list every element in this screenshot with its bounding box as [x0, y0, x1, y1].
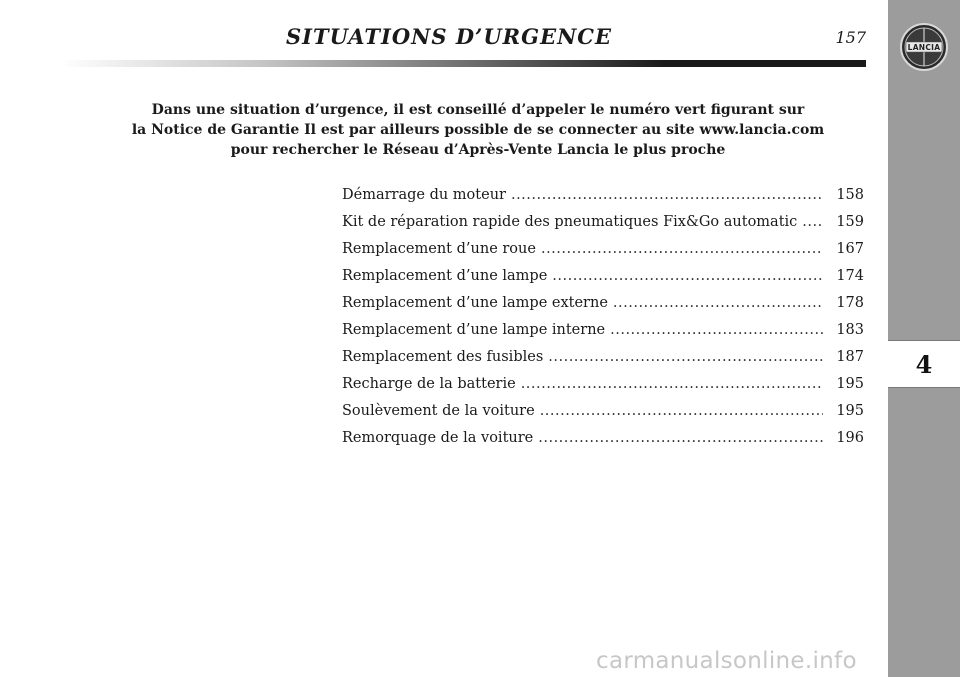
toc-entry-page: 174 — [836, 268, 864, 284]
toc-entry[interactable] — [342, 349, 864, 376]
toc-leader-dots — [541, 241, 823, 257]
toc-leader-dots — [511, 187, 823, 203]
toc-entry[interactable] — [342, 268, 864, 295]
toc-entry-label: Kit de réparation rapide des pneumatiques Fix&Go automatic — [342, 214, 798, 230]
toc-entry-label: Remplacement d’une lampe externe — [342, 295, 608, 311]
toc-entry-page: 195 — [836, 376, 864, 392]
toc-entry[interactable] — [342, 376, 864, 403]
toc-entry-page: 167 — [836, 241, 864, 257]
toc-entry-label: Recharge de la batterie — [342, 376, 516, 392]
lancia-logo-icon — [899, 22, 949, 72]
toc-entry-page: 196 — [836, 430, 864, 446]
chapter-tab[interactable] — [888, 340, 960, 388]
toc-entry-label: Remorquage de la voiture — [342, 430, 534, 446]
toc-entry-label: Soulèvement de la voiture — [342, 403, 535, 419]
page-number: 157 — [835, 28, 866, 47]
watermark: carmanualsonline.info — [596, 648, 857, 674]
intro-line: Dans une situation d’urgence, il est conseillé d’appeler le numéro vert figurant sur — [151, 102, 805, 118]
toc-entry-page: 183 — [836, 322, 864, 338]
toc-entry-page: 159 — [836, 214, 864, 230]
toc-entry[interactable] — [342, 403, 864, 430]
toc-leader-dots — [538, 430, 823, 446]
table-of-contents — [342, 187, 864, 457]
header-rule — [60, 60, 866, 67]
toc-entry[interactable] — [342, 187, 864, 214]
toc-entry-label: Remplacement des fusibles — [342, 349, 544, 365]
chapter-sidebar — [888, 0, 960, 677]
toc-leader-dots — [552, 268, 823, 284]
toc-entry[interactable] — [342, 430, 864, 457]
toc-entry-label: Remplacement d’une roue — [342, 241, 536, 257]
toc-leader-dots — [521, 376, 823, 392]
intro-line: pour rechercher le Réseau d’Après-Vente Lancia le plus proche — [230, 142, 726, 158]
toc-entry-page: 195 — [836, 403, 864, 419]
toc-entry-label: Remplacement d’une lampe — [342, 268, 548, 284]
toc-entry-label: Démarrage du moteur — [342, 187, 506, 203]
toc-leader-dots — [610, 322, 823, 338]
toc-entry-page: 178 — [836, 295, 864, 311]
toc-entry[interactable] — [342, 214, 864, 241]
toc-entry[interactable] — [342, 322, 864, 349]
intro-line: la Notice de Garantie Il est par ailleurs possible de se connecter au site www.lancia.com — [131, 122, 825, 138]
toc-leader-dots — [802, 214, 823, 230]
toc-entry-page: 158 — [836, 187, 864, 203]
page-title: SITUATIONS D’URGENCE — [286, 24, 612, 49]
svg-text:LANCIA: LANCIA — [907, 43, 941, 52]
toc-entry-label: Remplacement d’une lampe interne — [342, 322, 606, 338]
toc-leader-dots — [540, 403, 823, 419]
toc-leader-dots — [613, 295, 823, 311]
chapter-number: 4 — [915, 349, 933, 379]
toc-entry-page: 187 — [836, 349, 864, 365]
toc-entry[interactable] — [342, 295, 864, 322]
toc-entry[interactable] — [342, 241, 864, 268]
toc-leader-dots — [548, 349, 823, 365]
intro-paragraph — [90, 100, 866, 160]
